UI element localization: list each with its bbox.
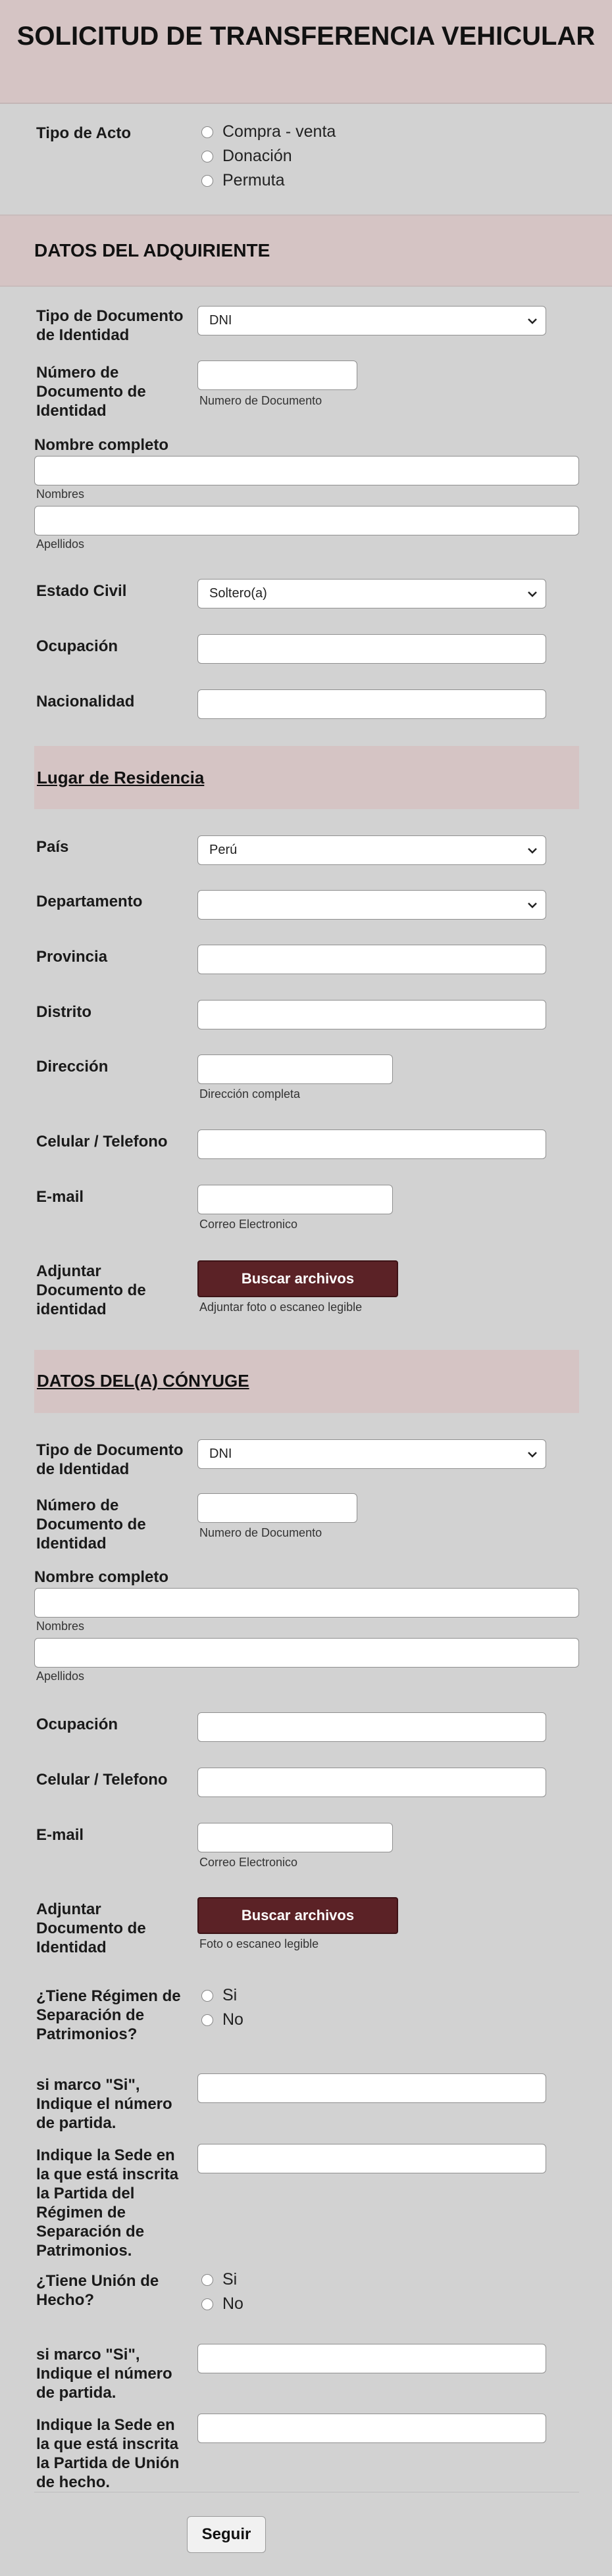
direccion-label: Dirección [36, 1058, 109, 1076]
conyuge-apellidos-sublabel: Apellidos [36, 1670, 85, 1683]
num-doc-input[interactable] [197, 360, 357, 390]
chevron-down-icon [526, 844, 539, 857]
union-partida-label: si marco "Si", Indique el número de partida. [36, 2346, 172, 2402]
conyuge-celular-input[interactable] [197, 1768, 546, 1797]
email-input[interactable] [197, 1185, 393, 1214]
conyuge-tipo-doc-select[interactable] [197, 1439, 546, 1469]
radio-circle[interactable] [201, 2014, 213, 2026]
celular-input[interactable] [197, 1129, 546, 1159]
conyuge-adjuntar-sublabel: Foto o escaneo legible [199, 1937, 319, 1950]
adjuntar-label: Adjuntar Documento de identidad [36, 1262, 146, 1318]
section-title-conyuge: DATOS DEL(A) CÓNYUGE [37, 1371, 249, 1391]
departamento-label: Departamento [36, 893, 143, 910]
regimen-label: ¿Tiene Régimen de Separación de Patrimonios? [36, 1987, 181, 2043]
radio-circle[interactable] [201, 151, 213, 162]
pais-select[interactable] [197, 835, 546, 865]
radio-label: Permuta [222, 171, 285, 189]
ocupacion-label: Ocupación [36, 637, 118, 655]
pais-label: País [36, 838, 69, 856]
nombre-label: Nombre completo [34, 436, 169, 454]
select-value: DNI [209, 313, 232, 328]
radio-donacion[interactable] [201, 147, 292, 166]
conyuge-tipo-doc-label: Tipo de Documento de Identidad [36, 1441, 184, 1478]
nacionalidad-input[interactable] [197, 689, 546, 719]
radio-compra-venta[interactable] [201, 122, 336, 141]
conyuge-email-label: E-mail [36, 1826, 84, 1844]
next-button[interactable]: Seguir [187, 2516, 266, 2553]
tipo-doc-select[interactable] [197, 306, 546, 335]
regimen-partida-label: si marco "Si", Indique el número de partida. [36, 2076, 172, 2132]
union-partida-input[interactable] [197, 2344, 546, 2373]
conyuge-nombre-label: Nombre completo [34, 1568, 169, 1586]
radio-label: Si [222, 2270, 238, 2289]
conyuge-upload-button[interactable]: Buscar archivos [197, 1897, 398, 1934]
radio-label: No [222, 2294, 243, 2313]
conyuge-num-doc-label: Número de Documento de Identidad [36, 1497, 146, 1552]
select-value: Soltero(a) [209, 586, 267, 601]
conyuge-nombres-sublabel: Nombres [36, 1620, 85, 1633]
email-label: E-mail [36, 1188, 84, 1206]
conyuge-num-doc-input[interactable] [197, 1493, 357, 1523]
union-sede-input[interactable] [197, 2414, 546, 2443]
upload-button[interactable]: Buscar archivos [197, 1260, 398, 1297]
radio-label: Donación [222, 147, 292, 165]
conyuge-adjuntar-label: Adjuntar Documento de Identidad [36, 1900, 146, 1956]
radio-union-no[interactable] [201, 2294, 243, 2314]
regimen-partida-input[interactable] [197, 2073, 546, 2103]
radio-circle[interactable] [201, 2274, 213, 2286]
departamento-select[interactable] [197, 890, 546, 920]
conyuge-nombres-input[interactable] [34, 1588, 579, 1618]
radio-label: Si [222, 1986, 238, 2004]
conyuge-celular-label: Celular / Telefono [36, 1771, 168, 1789]
radio-circle[interactable] [201, 175, 213, 187]
tipo-acto-label: Tipo de Acto [36, 124, 131, 142]
nombres-input[interactable] [34, 456, 579, 485]
provincia-input[interactable] [197, 945, 546, 974]
conyuge-email-sublabel: Correo Electronico [199, 1856, 298, 1869]
chevron-down-icon [526, 899, 539, 912]
adjuntar-sublabel: Adjuntar foto o escaneo legible [199, 1300, 363, 1314]
chevron-down-icon [526, 314, 539, 328]
apellidos-input[interactable] [34, 506, 579, 535]
radio-regimen-si[interactable] [201, 1986, 237, 2005]
conyuge-ocupacion-label: Ocupación [36, 1716, 118, 1733]
radio-circle[interactable] [201, 1990, 213, 2002]
chevron-down-icon [526, 1448, 539, 1461]
radio-circle[interactable] [201, 126, 213, 138]
estado-civil-label: Estado Civil [36, 582, 127, 600]
radio-union-si[interactable] [201, 2270, 237, 2289]
distrito-input[interactable] [197, 1000, 546, 1029]
select-value: DNI [209, 1447, 232, 1461]
num-doc-label: Número de Documento de Identidad [36, 364, 146, 420]
regimen-sede-label: Indique la Sede en la que está inscrita la Partida del Régimen de Separación de Patrimonios. [36, 2146, 179, 2260]
ocupacion-input[interactable] [197, 634, 546, 664]
union-sede-label: Indique la Sede en la que está inscrita la Partida de Unión de hecho. [36, 2416, 180, 2491]
nacionalidad-label: Nacionalidad [36, 693, 135, 710]
conyuge-num-doc-sublabel: Numero de Documento [199, 1526, 322, 1539]
tipo-doc-label: Tipo de Documento de Identidad [36, 307, 184, 344]
conyuge-apellidos-input[interactable] [34, 1638, 579, 1668]
nombres-sublabel: Nombres [36, 487, 85, 501]
radio-regimen-no[interactable] [201, 2010, 243, 2029]
page-title: SOLICITUD DE TRANSFERENCIA VEHICULAR [16, 22, 596, 51]
conyuge-email-input[interactable] [197, 1823, 393, 1852]
provincia-label: Provincia [36, 948, 108, 966]
conyuge-ocupacion-input[interactable] [197, 1712, 546, 1742]
distrito-label: Distrito [36, 1003, 91, 1021]
union-label: ¿Tiene Unión de Hecho? [36, 2272, 159, 2309]
radio-label: No [222, 2010, 243, 2029]
radio-circle[interactable] [201, 2298, 213, 2310]
num-doc-sublabel: Numero de Documento [199, 394, 322, 407]
section-title-residencia: Lugar de Residencia [37, 768, 205, 787]
radio-label: Compra - venta [222, 122, 336, 141]
section-title-adquiriente: DATOS DEL ADQUIRIENTE [34, 240, 270, 260]
celular-label: Celular / Telefono [36, 1133, 168, 1151]
select-value: Perú [209, 843, 238, 857]
regimen-sede-input[interactable] [197, 2144, 546, 2173]
direccion-sublabel: Dirección completa [199, 1087, 301, 1101]
radio-permuta[interactable] [201, 171, 284, 190]
chevron-down-icon [526, 587, 539, 601]
email-sublabel: Correo Electronico [199, 1218, 298, 1231]
direccion-input[interactable] [197, 1054, 393, 1084]
estado-civil-select[interactable] [197, 579, 546, 608]
apellidos-sublabel: Apellidos [36, 537, 85, 551]
